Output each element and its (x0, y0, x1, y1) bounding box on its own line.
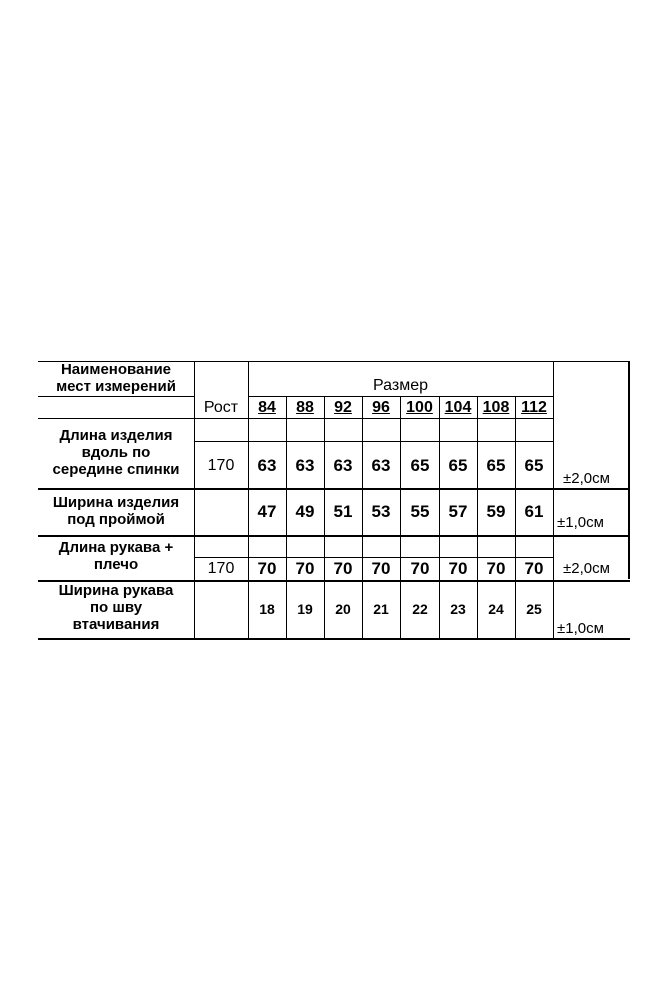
cell-value: 70 (524, 559, 544, 578)
size-84: 84 (258, 399, 276, 416)
cell-value: 22 (412, 601, 428, 617)
row-label-sleeve-length: Длина рукава + плечо (58, 539, 174, 573)
cell-value: 49 (295, 502, 315, 521)
cell-value: 53 (371, 502, 391, 521)
cell-value: 47 (257, 502, 277, 521)
row-tolerance: ±2,0см (563, 560, 610, 577)
cell-value: 21 (373, 601, 389, 617)
cell-value: 65 (410, 456, 430, 475)
size-88: 88 (296, 399, 314, 416)
cell-value: 23 (450, 601, 466, 617)
row-tolerance: ±2,0см (563, 470, 610, 487)
cell-value: 70 (410, 559, 430, 578)
row-tolerance: ±1,0см (557, 514, 604, 531)
cell-value: 70 (257, 559, 277, 578)
cell-value: 65 (486, 456, 506, 475)
row-tolerance: ±1,0см (557, 620, 604, 637)
size-92: 92 (334, 399, 352, 416)
row-divider (38, 535, 630, 537)
cell-value: 18 (259, 601, 275, 617)
cell-value: 70 (486, 559, 506, 578)
row-divider (38, 488, 630, 490)
row-height: 170 (207, 560, 235, 577)
cell-value: 63 (295, 456, 315, 475)
header-name: Наименование мест измерений (56, 361, 176, 395)
table-border-bottom (38, 638, 630, 640)
cell-value: 70 (371, 559, 391, 578)
cell-value: 25 (526, 601, 542, 617)
cell-value: 63 (371, 456, 391, 475)
size-104: 104 (444, 399, 472, 416)
row-label-sleeve-width: Ширина рукава по шву втачивания (58, 582, 174, 633)
cell-value: 59 (486, 502, 506, 521)
header-height: Рост (203, 399, 239, 416)
row-label-chest-width: Ширина изделия под проймой (52, 494, 180, 528)
row-label-back-length: Длина изделия вдоль по середине спинки (52, 427, 180, 478)
col-divider (553, 361, 554, 638)
cell-value: 65 (524, 456, 544, 475)
size-112: 112 (521, 399, 547, 416)
cell-value: 61 (524, 502, 544, 521)
cell-value: 70 (295, 559, 315, 578)
size-108: 108 (482, 399, 510, 416)
row-height: 170 (207, 457, 235, 474)
cell-value: 63 (333, 456, 353, 475)
size-100: 100 (406, 399, 433, 416)
header-name-divider (38, 396, 194, 397)
cell-value: 57 (448, 502, 468, 521)
cell-value: 24 (488, 601, 504, 617)
size-96: 96 (372, 399, 390, 416)
cell-value: 55 (410, 502, 430, 521)
cell-value: 51 (333, 502, 353, 521)
cell-value: 65 (448, 456, 468, 475)
cell-value: 20 (335, 601, 351, 617)
cell-value: 70 (333, 559, 353, 578)
cell-value: 19 (297, 601, 313, 617)
table-border-right (628, 361, 630, 579)
header-size-title: Размер (373, 377, 428, 394)
row-divider (38, 418, 553, 419)
cell-value: 63 (257, 456, 277, 475)
cell-value: 70 (448, 559, 468, 578)
